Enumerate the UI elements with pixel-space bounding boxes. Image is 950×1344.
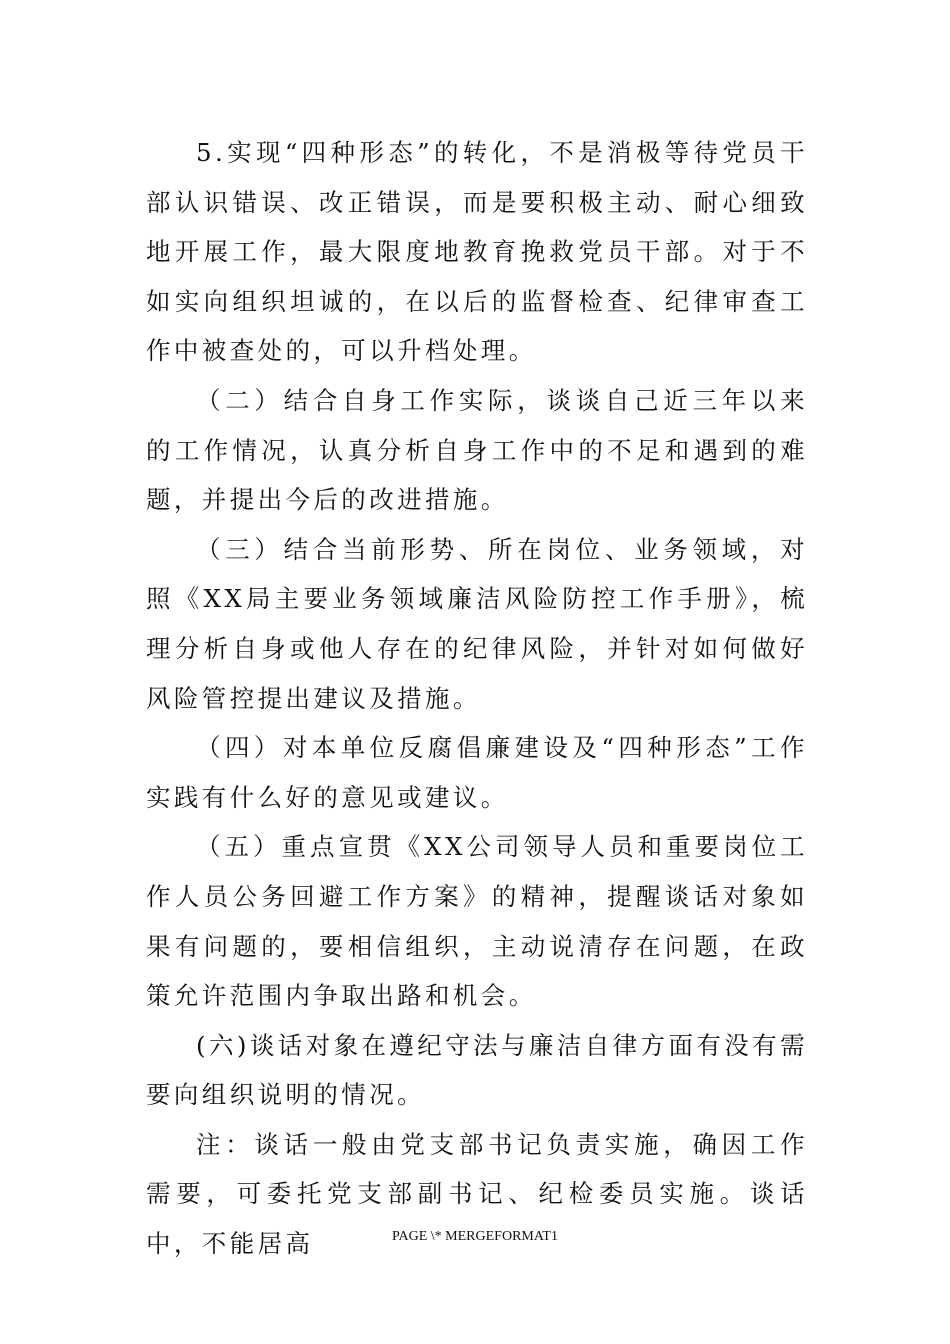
- paragraph-section-4: （四）对本单位反腐倡廉建设及“四种形态”工作实践有什么好的意见或建议。: [146, 733, 808, 812]
- paragraph-point-5: 5.实现“四种形态”的转化，不是消极等待党员干部认识错误、改正错误，而是要积极主动、耐心细致地开展工作，最大限度地教育挽救党员干部。对于不如实向组织坦诚的，在以后的监督检查、纪律审查工作中被查处的，可以升档处理。: [146, 138, 808, 366]
- document-body: [146, 128, 808, 1269]
- paragraph-section-2: （二）结合自身工作实际，谈谈自己近三年以来的工作情况，认真分析自身工作中的不足和遇到的难题，并提出今后的改进措施。: [146, 385, 808, 515]
- paragraph-section-3: （三）结合当前形势、所在岗位、业务领域，对照《XX局主要业务领域廉洁风险防控工作手册》，梳理分析自身或他人存在的纪律风险，并针对如何做好风险管控提出建议及措施。: [146, 534, 808, 713]
- paragraph-note: 注：谈话一般由党支部书记负责实施，确因工作需要，可委托党支部副书记、纪检委员实施。谈话中，不能居高: [146, 1129, 808, 1259]
- page-footer: PAGE \* MERGEFORMAT1: [392, 1229, 558, 1244]
- paragraph-section-6: (六)谈话对象在遵纪守法与廉洁自律方面有没有需要向组织说明的情况。: [146, 1030, 808, 1110]
- paragraph-section-5: （五）重点宣贯《XX公司领导人员和重要岗位工作人员公务回避工作方案》的精神，提醒谈话对象如果有问题的，要相信组织，主动说清存在问题，在政策允许范围内争取出路和机会。: [146, 832, 808, 1011]
